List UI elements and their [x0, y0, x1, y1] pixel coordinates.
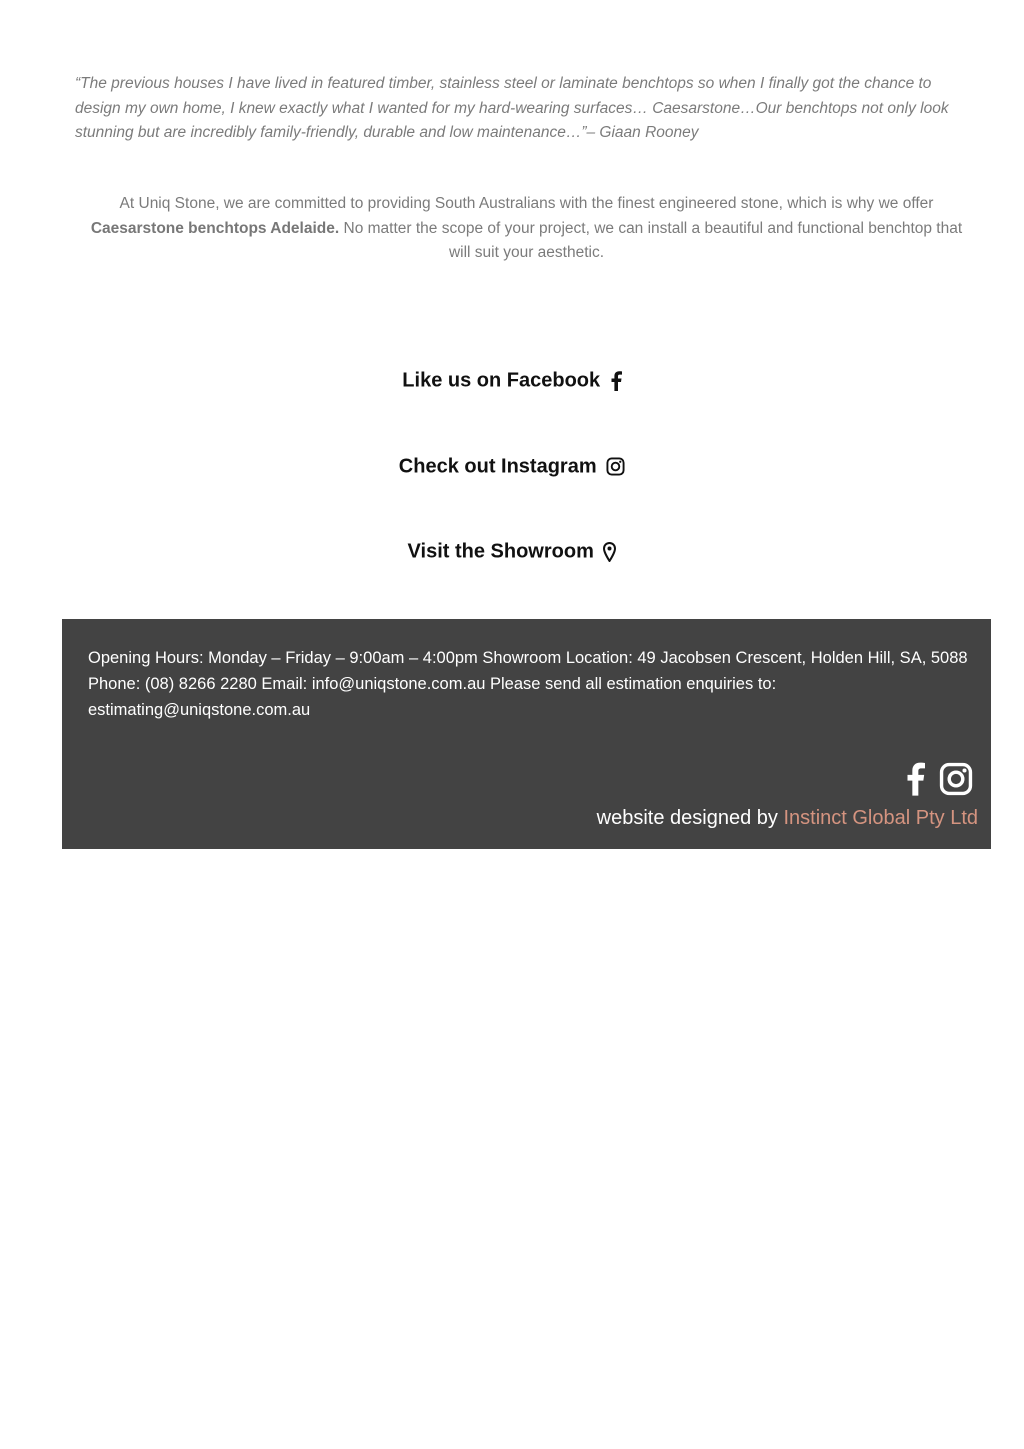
- intro-text-before: At Uniq Stone, we are committed to providing South Australians with the finest engineered stone, which is why we offer: [119, 195, 934, 212]
- instagram-icon: [939, 762, 973, 796]
- facebook-icon: [905, 761, 925, 797]
- instagram-icon: [606, 457, 625, 476]
- intro-text-after: No matter the scope of your project, we can install a beautiful and functional benchtop that will suit your aesthetic.: [339, 219, 963, 261]
- testimonial-quote: “The previous houses I have lived in featured timber, stainless steel or laminate benchtops so when I finally got the chance to design my own home, I knew exactly what I wanted for my hard-wearing surfaces… Caesarstone…Our benchtops not only look stunning but are incredibly family-friendly, durable and low maintenance…”– Giaan Rooney: [75, 75, 949, 141]
- intro-paragraph: [80, 192, 973, 266]
- showroom-link-label: Visit the Showroom: [407, 540, 594, 563]
- intro-highlight: Caesarstone benchtops Adelaide.: [90, 219, 340, 237]
- instagram-link[interactable]: [0, 453, 1024, 480]
- facebook-icon: [610, 371, 622, 391]
- showroom-link[interactable]: [0, 538, 1024, 565]
- footer-social-icons: [891, 761, 973, 797]
- footer-contact-info: Opening Hours: Monday – Friday – 9:00am – 4:00pm Showroom Location: 49 Jacobsen Crescent, Holden Hill, SA, 5088 Phone: (08) 8266 2280 Email: info@uniqstone.com.au Please send all estimation enquiries to: estimating@uniqstone.com.au: [88, 649, 968, 719]
- facebook-link-label: Like us on Facebook: [402, 369, 601, 392]
- site-footer: [62, 619, 991, 849]
- map-pin-icon: [603, 542, 616, 562]
- facebook-link[interactable]: [0, 367, 1024, 394]
- designer-link[interactable]: Instinct Global Pty Ltd: [783, 807, 978, 829]
- credit-prefix: website designed by: [596, 807, 784, 829]
- footer-instagram-link[interactable]: [939, 762, 973, 796]
- instagram-link-label: Check out Instagram: [398, 455, 597, 478]
- footer-facebook-link[interactable]: [905, 761, 925, 797]
- footer-credit: [597, 807, 978, 830]
